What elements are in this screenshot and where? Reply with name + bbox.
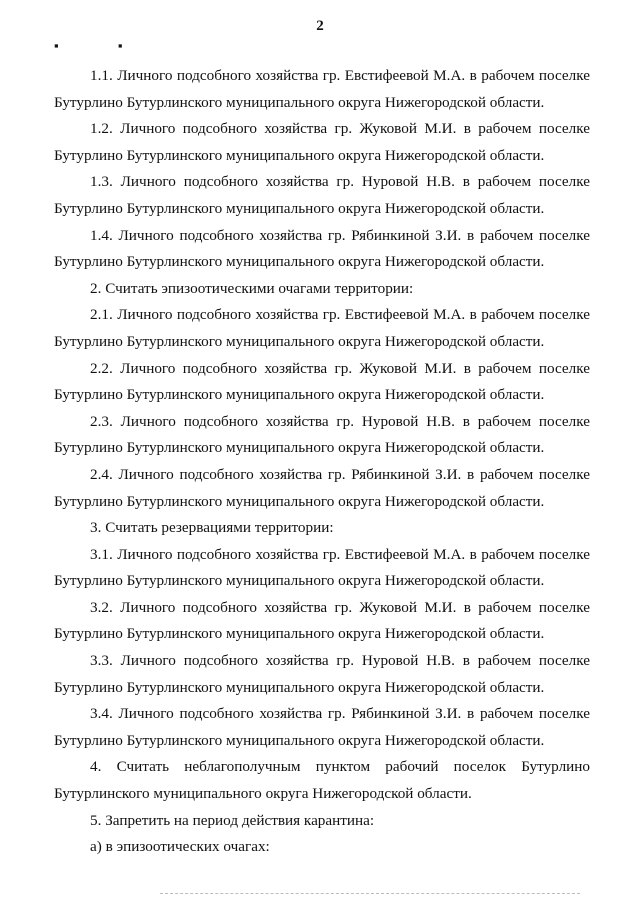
paragraph-5-a: а) в эпизоотических очагах:: [90, 838, 270, 856]
paragraph-2-4: 2.4. Личного подсобного хозяйства гр. Рябинкиной З.И. в рабочем поселке Бутурлино Бутурлинского муниципального округа Нижегородской области.: [54, 465, 590, 510]
paragraph-2: 2. Считать эпизоотическими очагами территории:: [90, 279, 414, 297]
paragraph-4: 4. Считать неблагополучным пунктом рабочий поселок Бутурлино Бутурлинского муниципального округа Нижегородской области.: [54, 758, 590, 803]
paragraph-3-2: 3.2. Личного подсобного хозяйства гр. Жуковой М.И. в рабочем поселке Бутурлино Бутурлинского муниципального округа Нижегородской области.: [54, 598, 590, 643]
paragraph-1-1: 1.1. Личного подсобного хозяйства гр. Евстифеевой М.А. в рабочем поселке Бутурлино Бутурлинского муниципального округа Нижегородской области.: [54, 67, 590, 111]
scan-edge-line: [160, 893, 580, 894]
document-body: [54, 63, 590, 861]
paragraph-2-2: 2.2. Личного подсобного хозяйства гр. Жуковой М.И. в рабочем поселке Бутурлино Бутурлинского муниципального округа Нижегородской области.: [54, 359, 590, 404]
paragraph-5: 5. Запретить на период действия карантина:: [90, 811, 375, 829]
paragraph-3-3: 3.3. Личного подсобного хозяйства гр. Нуровой Н.В. в рабочем поселке Бутурлино Бутурлинского муниципального округа Нижегородской области.: [54, 652, 590, 696]
scan-marks: ▪ ▪: [54, 38, 151, 53]
paragraph-2-3: 2.3. Личного подсобного хозяйства гр. Нуровой Н.В. в рабочем поселке Бутурлино Бутурлинского муниципального округа Нижегородской области.: [54, 412, 590, 457]
paragraph-2-1: 2.1. Личного подсобного хозяйства гр. Евстифеевой М.А. в рабочем поселке Бутурлино Бутурлинского муниципального округа Нижегородской области.: [54, 306, 590, 350]
paragraph-3-1: 3.1. Личного подсобного хозяйства гр. Евстифеевой М.А. в рабочем поселке Бутурлино Бутурлинского муниципального округа Нижегородской области.: [54, 545, 590, 590]
paragraph-1-2: 1.2. Личного подсобного хозяйства гр. Жуковой М.И. в рабочем поселке Бутурлино Бутурлинского муниципального округа Нижегородской области.: [54, 120, 590, 164]
page-number: 2: [316, 18, 324, 34]
paragraph-1-3: 1.3. Личного подсобного хозяйства гр. Нуровой Н.В. в рабочем поселке Бутурлино Бутурлинского муниципального округа Нижегородской области.: [54, 173, 590, 217]
paragraph-3-4: 3.4. Личного подсобного хозяйства гр. Рябинкиной З.И. в рабочем поселке Бутурлино Бутурлинского муниципального округа Нижегородской области.: [54, 705, 590, 749]
paragraph-1-4: 1.4. Личного подсобного хозяйства гр. Рябинкиной З.И. в рабочем поселке Бутурлино Бутурлинского муниципального округа Нижегородской области.: [54, 226, 590, 271]
paragraph-3: 3. Считать резервациями территории:: [90, 519, 334, 537]
